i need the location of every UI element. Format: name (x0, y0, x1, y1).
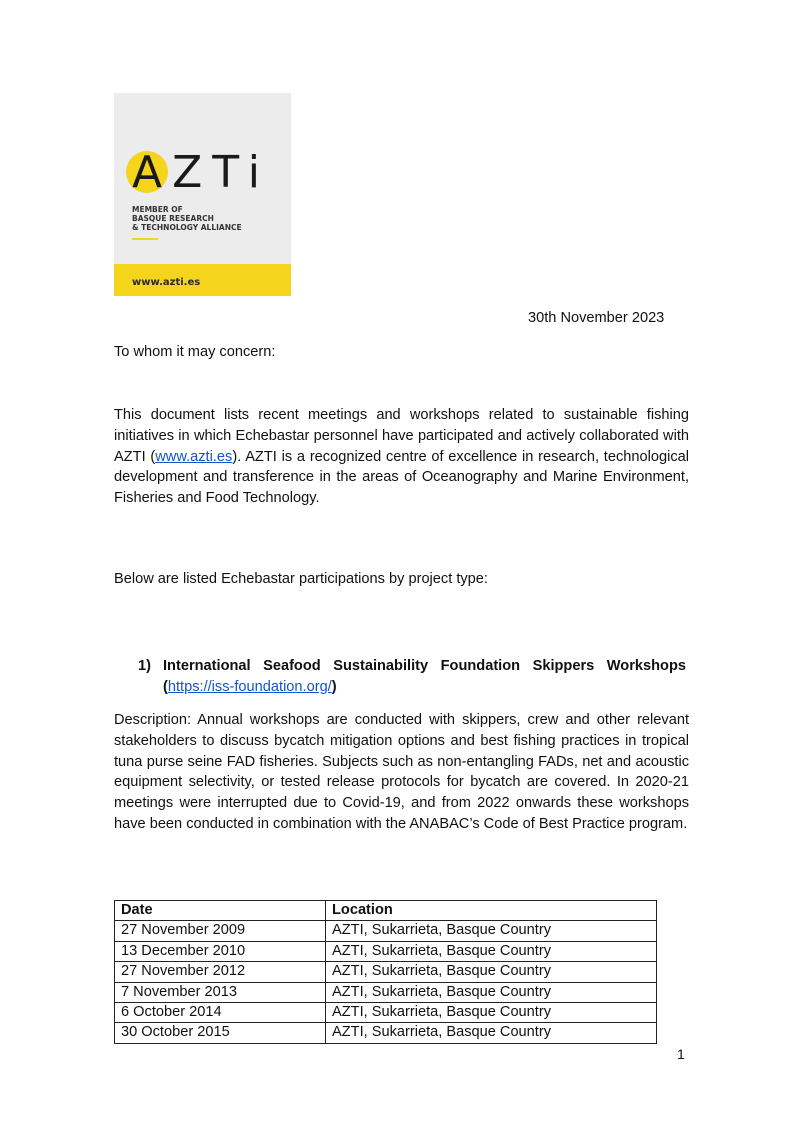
logo-tagline (132, 205, 282, 232)
cell-date: 6 October 2014 (115, 1003, 326, 1023)
cell-date: 27 November 2009 (115, 921, 326, 941)
logo-url: www.azti.es (132, 277, 201, 288)
iss-foundation-link[interactable]: https://iss-foundation.org/ (167, 679, 332, 695)
logo-wordmark: AZTi (132, 147, 270, 198)
section-number: 1) (138, 658, 151, 674)
table-row (115, 982, 657, 1002)
intro-text-before: This document lists recent meetings and workshops related to sustainable fishing initiatives in which Echebastar personnel have participated and actively collaborated with AZTI ( (114, 407, 689, 465)
logo-tagline-line: & TECHNOLOGY ALLIANCE (132, 223, 242, 232)
cell-date: 7 November 2013 (115, 982, 326, 1002)
close-paren: ) (331, 679, 337, 695)
section-title: International Seafood Sustainability Foundation Skippers Workshops (163, 658, 686, 674)
intro-text-after: ). AZTI is a recognized centre of excellence in research, technological development and transference in the areas of Oceanography and Marine Environment, Fisheries and Food Technology. (114, 448, 689, 507)
participations-intro: Below are listed Echebastar participations by project type: (114, 571, 488, 587)
cell-date: 30 October 2015 (115, 1023, 326, 1043)
cell-date: 13 December 2010 (115, 941, 326, 961)
header-date: Date (115, 901, 326, 921)
cell-location: AZTI, Sukarrieta, Basque Country (326, 941, 657, 961)
header-location: Location (326, 901, 657, 921)
cell-location: AZTI, Sukarrieta, Basque Country (326, 962, 657, 982)
open-paren: ( (163, 679, 168, 695)
table-row (115, 962, 657, 982)
cell-location: AZTI, Sukarrieta, Basque Country (326, 1003, 657, 1023)
cell-location: AZTI, Sukarrieta, Basque Country (326, 982, 657, 1002)
logo-tagline-line: MEMBER OF (132, 205, 183, 214)
logo-accent-dash (132, 238, 158, 240)
page-number: 1 (677, 1046, 685, 1062)
cell-date: 27 November 2012 (115, 962, 326, 982)
letter-date: 30th November 2023 (528, 310, 665, 326)
azti-website-link[interactable]: www.azti.es (155, 448, 233, 465)
salutation: To whom it may concern: (114, 344, 276, 360)
table-header-row (115, 901, 657, 921)
logo-tagline-line: BASQUE RESEARCH (132, 214, 214, 223)
cell-location: AZTI, Sukarrieta, Basque Country (326, 1023, 657, 1043)
section-1-description: Description: Annual workshops are conducted with skippers, crew and other relevant stakeholders to discuss bycatch mitigation options and best fishing practices in tropical tuna purse seine FAD fisheries. Subjects such as non-entangling FADs, net and acoustic equipment selectivity, or tested release protocols for bycatch are covered. In 2020-21 meetings were interrupted due to Covid-19, and from 2022 onwards these workshops have been conducted in combination with the ANABAC’s Code of Best Practice program. (114, 712, 689, 832)
workshops-table (114, 900, 657, 1044)
azti-logo (114, 93, 291, 296)
section-link-line (163, 677, 337, 698)
intro-paragraph (114, 405, 689, 509)
table-row (115, 1003, 657, 1023)
cell-location: AZTI, Sukarrieta, Basque Country (326, 921, 657, 941)
table-row (115, 921, 657, 941)
table-row (115, 941, 657, 961)
table-row (115, 1023, 657, 1043)
